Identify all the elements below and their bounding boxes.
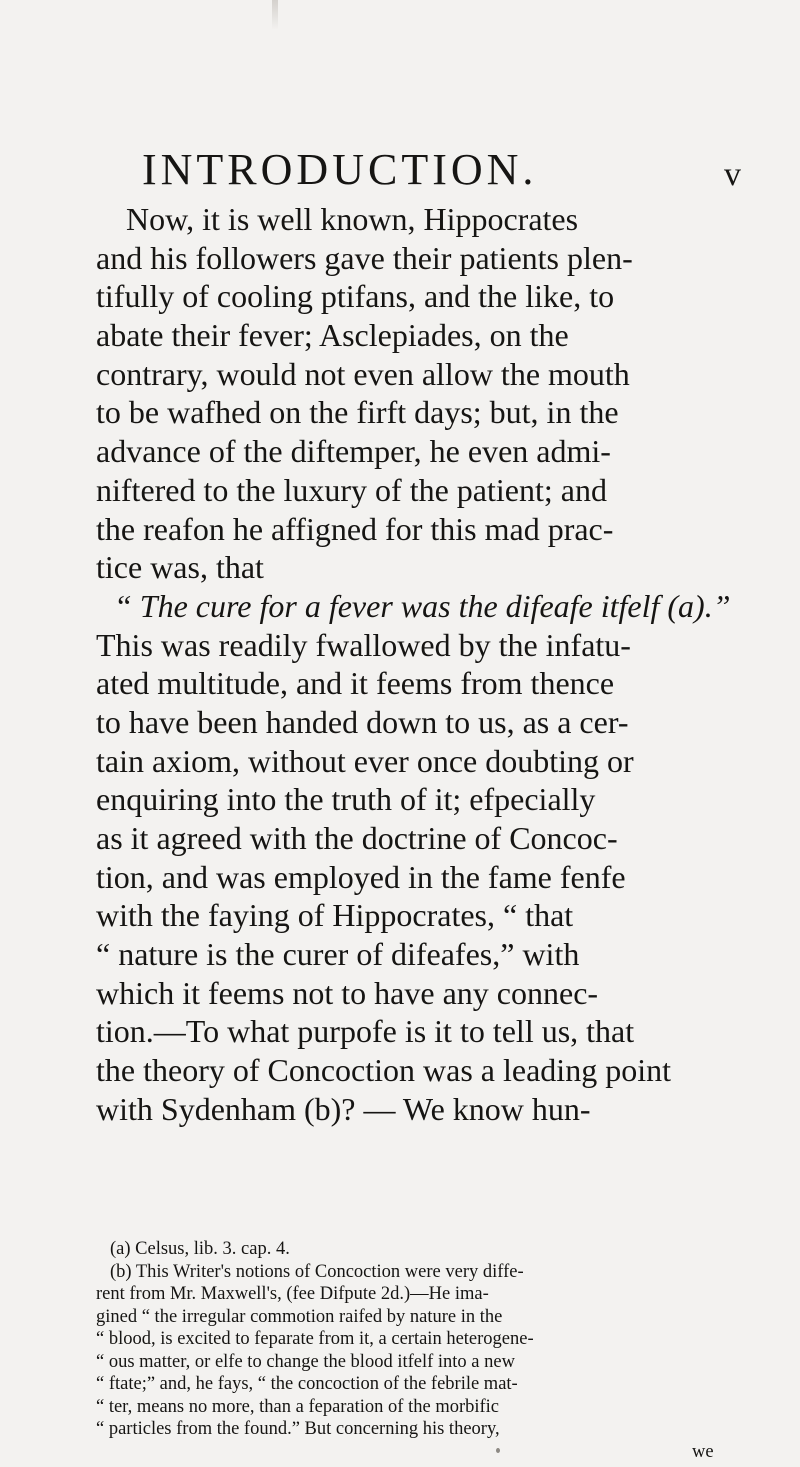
footnote-line: “ ous matter, or elfe to change the blood itfelf into a new: [96, 1351, 515, 1372]
footnote-line: gined “ the irregular commotion raifed by nature in the: [96, 1306, 503, 1327]
page-crease-mark: [272, 0, 278, 30]
footnote-line: (b) This Writer's notions of Concoction were very diffe-: [110, 1261, 524, 1282]
running-header: [0, 138, 800, 198]
text-line: This was readily fwallowed by the infatu-: [96, 626, 631, 663]
footnote-line: (a) Celsus, lib. 3. cap. 4.: [110, 1239, 290, 1259]
text-line: with Sydenham (b)? — We know hun-: [96, 1090, 591, 1127]
page-number: v: [724, 156, 741, 193]
text-line: niftered to the luxury of the patient; and: [96, 471, 607, 508]
footnote-line: “ particles from the found.” But concerning his theory,: [96, 1419, 500, 1439]
main-text-block: [96, 200, 736, 1129]
page-speck: [496, 1448, 500, 1453]
quoted-line: “ The cure for a fever was the difeafe itfelf (a).”: [114, 587, 731, 624]
text-line: with the faying of Hippocrates, “ that: [96, 897, 574, 934]
footnote-line: “ ftate;” and, he fays, “ the concoction of the febrile mat-: [96, 1374, 518, 1394]
footnote-line: rent from Mr. Maxwell's, (fee Difpute 2d.)—He ima-: [96, 1284, 489, 1304]
text-line: tice was, that: [96, 549, 264, 586]
footnote-catchword: we: [692, 1441, 714, 1462]
text-line: “ nature is the curer of difeafes,” with: [96, 936, 580, 973]
text-line: abate their fever; Asclepiades, on the: [96, 317, 569, 354]
text-line: which it feems not to have any connec-: [96, 974, 599, 1011]
footnotes-block: [96, 1238, 756, 1463]
text-line: to be wafhed on the firft days; but, in the: [96, 394, 619, 431]
text-line: tain axiom, without ever once doubting or: [96, 742, 634, 779]
text-line: ated multitude, and it feems from thence: [96, 665, 615, 702]
footnote-line: “ ter, means no more, than a feparation of the morbific: [96, 1396, 500, 1417]
text-line: as it agreed with the doctrine of Concoc-: [96, 820, 618, 856]
text-line: and his followers gave their patients plen-: [96, 239, 633, 276]
text-line: tifully of cooling ptifans, and the like, to: [96, 278, 615, 315]
text-line: to have been handed down to us, as a cer-: [96, 703, 629, 740]
text-line: tion, and was employed in the fame fenfe: [96, 858, 626, 895]
text-line: the theory of Concoction was a leading point: [96, 1052, 671, 1089]
text-line: advance of the diftemper, he even admi-: [96, 433, 611, 470]
text-line: the reafon he affigned for this mad prac-: [96, 510, 614, 547]
text-line: Now, it is well known, Hippocrates: [126, 201, 579, 237]
text-line: tion.—To what purpofe is it to tell us, that: [96, 1013, 635, 1050]
footnote-line: “ blood, is excited to feparate from it, a certain heterogene-: [96, 1329, 534, 1349]
text-line: enquiring into the truth of it; efpecially: [96, 781, 596, 818]
text-line: contrary, would not even allow the mouth: [96, 355, 630, 392]
running-title: INTRODUCTION.: [142, 145, 538, 194]
